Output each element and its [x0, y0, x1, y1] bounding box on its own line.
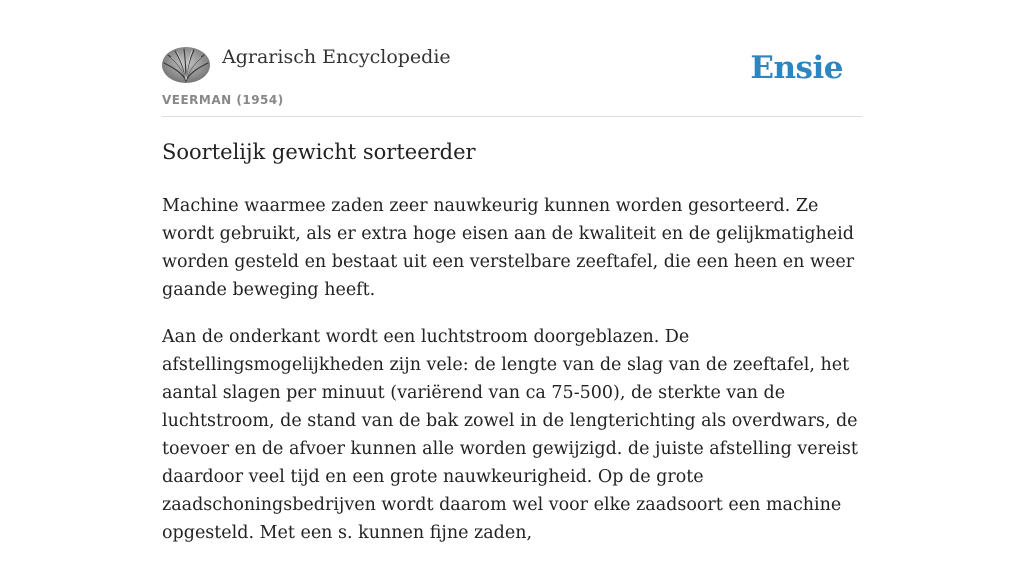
wheat-sheaf-icon[interactable] [162, 47, 210, 83]
author-label: VEERMAN (1954) [162, 93, 284, 107]
source-header [162, 0, 862, 117]
page-container [162, 0, 862, 543]
source-title[interactable]: Agrarisch Encyclopedie [222, 46, 451, 68]
brand-logo[interactable]: Ensie [750, 50, 843, 86]
paragraph: Aan de onderkant wordt een luchtstroom doorgeblazen. De afstellingsmogelijkheden zijn vele: de lengte van de slag van de zeeftafel, het aantal slagen per minuut (variërend van ca 75-500), de sterkte van de luchtstroom, de stand van de bak zowel in de lengterichting als overdwars, de toevoer en de afvoer kunnen alle worden gewijzigd. de juiste afstelling vereist daardoor veel tijd en een grote nauwkeurigheid. Op de grote zaadschoningsbedrijven wordt daarom wel voor elke zaadsoort een machine opgesteld. Met een s. kunnen fijne zaden, [162, 327, 858, 543]
paragraph: Machine waarmee zaden zeer nauwkeurig kunnen worden gesorteerd. Ze wordt gebruikt, als er extra hoge eisen aan de kwaliteit en de gelijkmatigheid worden gesteld en bestaat uit een verstelbare zeeftafel, die een heen en weer gaande beweging heeft. [162, 196, 855, 300]
article-title: Soortelijk gewicht sorteerder [162, 140, 476, 164]
article-body [162, 192, 862, 566]
